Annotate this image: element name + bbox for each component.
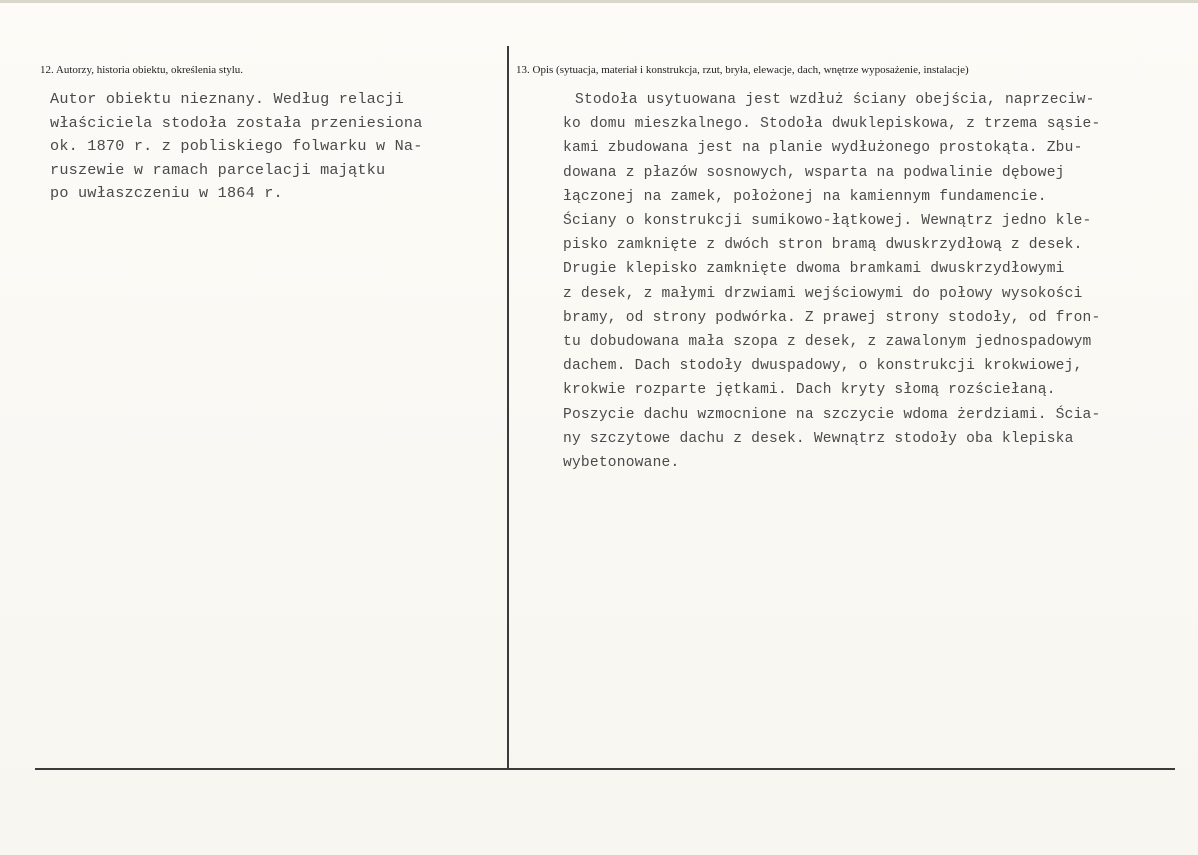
typed-line: ko domu mieszkalnego. Stodoła dwuklepiskowa, z trzema sąsie- — [563, 116, 1101, 133]
typed-line: Autor obiektu nieznany. Według relacji — [50, 90, 404, 108]
typed-line: Ściany o konstrukcji sumikowo-łątkowej. Wewnątrz jedno kle- — [563, 213, 1092, 230]
typed-line: po uwłaszczeniu w 1864 r. — [50, 184, 283, 202]
typed-line: tu dobudowana mała szopa z desek, z zawalonym jednospadowym — [563, 334, 1092, 351]
column-divider — [507, 46, 509, 768]
section-13-typed-text — [563, 88, 1100, 475]
typed-line: dachem. Dach stodoły dwuspadowy, o konstrukcji krokwiowej, — [563, 358, 1083, 375]
typed-line: pisko zamknięte z dwóch stron bramą dwuskrzydłową z desek. — [563, 237, 1083, 254]
section-12-label: 12. Autorzy, historia obiektu, określenia stylu. — [40, 64, 244, 76]
typed-line: łączonej na zamek, położonej na kamiennym fundamencie. — [563, 188, 1047, 205]
typed-line: dowana z płazów sosnowych, wsparta na podwalinie dębowej — [563, 164, 1065, 181]
typed-line: z desek, z małymi drzwiami wejściowymi do połowy wysokości — [563, 285, 1083, 302]
typed-line: bramy, od strony podwórka. Z prawej strony stodoły, od fron- — [563, 309, 1101, 326]
typed-line: kami zbudowana jest na planie wydłużonego prostokąta. Zbu- — [563, 140, 1083, 157]
typed-line: Poszycie dachu wzmocnione na szczycie wdoma żerdziami. Ścia- — [563, 406, 1101, 423]
typed-line: Stodoła usytuowana jest wzdłuż ściany obejścia, naprzeciw- — [575, 92, 1095, 108]
page-top-edge — [0, 0, 1198, 3]
typed-line: właściciela stodoła została przeniesiona — [50, 113, 423, 132]
section-13-label: 13. Opis (sytuacja, materiał i konstrukcja, rzut, bryła, elewacje, dach, wnętrze wyposażenie, instalacje) — [516, 64, 969, 76]
typed-line: ruszewie w ramach parcelacji majątku — [50, 160, 386, 179]
bottom-rule — [35, 768, 1175, 770]
typed-line: ny szczytowe dachu z desek. Wewnątrz stodoły oba klepiska — [563, 430, 1074, 447]
typed-line: wybetonowane. — [563, 455, 680, 472]
typed-line: ok. 1870 r. z pobliskiego folwarku w Na- — [50, 137, 423, 155]
typed-line: Drugie klepisko zamknięte dwoma bramkami dwuskrzydłowymi — [563, 261, 1065, 278]
typed-line: krokwie rozparte jętkami. Dach kryty słomą rozściełaną. — [563, 382, 1056, 399]
section-12-typed-text — [50, 88, 423, 206]
